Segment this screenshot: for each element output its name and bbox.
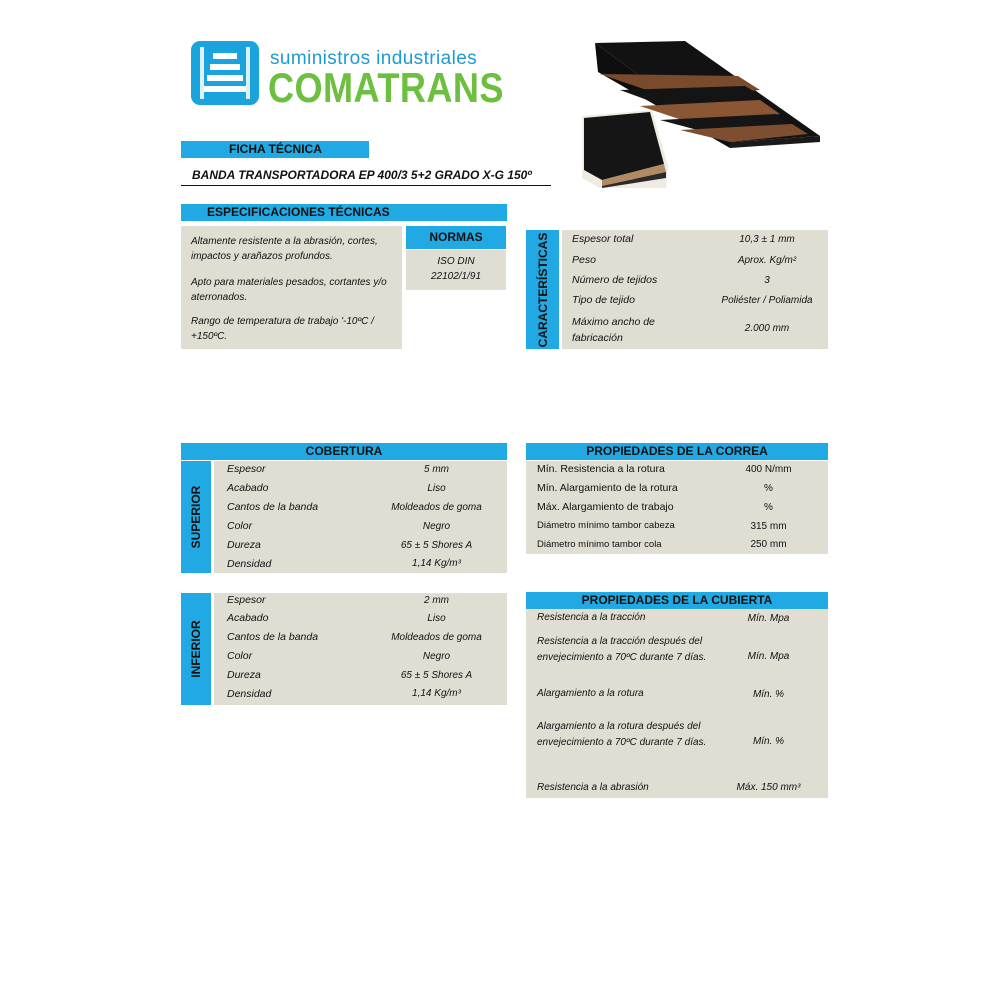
cobertura-header: COBERTURA (181, 443, 507, 460)
cob-label: Acabado (227, 482, 269, 494)
propiedades-cubierta-header: PROPIEDADES DE LA CUBIERTA (526, 592, 828, 609)
cubierta-value: Mín. Mpa (747, 651, 790, 662)
propiedades-correa-header: PROPIEDADES DE LA CORREA (526, 443, 828, 460)
cob-label: Espesor (227, 594, 266, 606)
caract-value: 2.000 mm (744, 323, 790, 334)
especificaciones-box (181, 226, 402, 349)
correa-value: 250 mm (750, 539, 787, 550)
cob-label: Color (227, 520, 253, 532)
correa-value: 400 N/mm (745, 464, 792, 475)
caract-value: Aprox. Kg/m² (737, 255, 797, 266)
caract-label: Número de tejidos (572, 274, 658, 286)
correa-label: Mín. Resistencia a la rotura (537, 463, 665, 475)
cob-value: 65 ± 5 Shores A (400, 670, 473, 681)
caract-label: Espesor total (572, 233, 634, 245)
title-underline (181, 185, 551, 186)
superior-box (214, 461, 507, 573)
cob-value: 1,14 Kg/m³ (412, 688, 461, 699)
especificacion-text: Apto para materiales pesados, cortantes y/o aterronados. (191, 277, 387, 303)
caracteristicas-sidebar (526, 230, 559, 349)
cob-label: Densidad (227, 558, 272, 570)
correa-label: Diámetro mínimo tambor cola (537, 539, 662, 550)
caracteristicas-label: CARACTERÍSTICAS (535, 232, 550, 347)
cubierta-value: Mín. Mpa (747, 613, 790, 624)
normas-line1: ISO DIN (437, 256, 475, 267)
cubierta-label: Alargamiento a la rotura después del envejecimiento a 70ºC durante 7 días. (537, 721, 707, 748)
inferior-sidebar (181, 593, 211, 705)
cob-label: Color (227, 650, 253, 662)
cob-value: 1,14 Kg/m³ (412, 558, 461, 569)
cob-value: Moldeados de goma (391, 632, 482, 643)
caract-label: Peso (572, 254, 596, 266)
propiedades-cubierta-box (526, 609, 828, 798)
cubierta-value: Mín. % (752, 689, 785, 700)
cubierta-label: Resistencia a la abrasión (537, 782, 649, 793)
inferior-label: INFERIOR (189, 620, 203, 678)
correa-value: 315 mm (750, 521, 787, 532)
cob-value: Moldeados de goma (391, 502, 482, 513)
cob-label: Dureza (227, 539, 261, 551)
propiedades-correa-box (526, 461, 828, 554)
cob-label: Cantos de la banda (227, 501, 319, 513)
correa-value: % (764, 483, 773, 494)
caract-label: Máximo ancho de fabricación (572, 316, 655, 344)
cob-label: Acabado (227, 612, 269, 624)
cob-value: 65 ± 5 Shores A (400, 540, 473, 551)
cubierta-value: Máx. 150 mm³ (736, 782, 801, 793)
cob-label: Cantos de la banda (227, 631, 319, 643)
correa-value: % (764, 502, 773, 513)
normas-header: NORMAS (406, 226, 506, 249)
logo-name: COMATRANS (268, 64, 504, 111)
caract-value: 10,3 ± 1 mm (739, 234, 795, 245)
cubierta-label: Resistencia a la tracción después del envejecimiento a 70ºC durante 7 días. (537, 636, 707, 663)
normas-box (406, 250, 506, 290)
correa-label: Máx. Alargamiento de trabajo (537, 501, 674, 513)
cob-value: Negro (422, 521, 451, 532)
correa-label: Diámetro mínimo tambor cabeza (537, 520, 675, 531)
ficha-tecnica-label: FICHA TÉCNICA (181, 141, 369, 158)
product-title: BANDA TRANSPORTADORA EP 400/3 5+2 GRADO X-G 150º (192, 168, 532, 182)
cubierta-label: Resistencia a la tracción (537, 612, 646, 623)
cob-value: 2 mm (424, 595, 449, 606)
inferior-box (214, 593, 507, 705)
caract-value: 3 (764, 275, 770, 286)
cubierta-label: Alargamiento a la rotura (537, 688, 644, 699)
superior-sidebar (181, 461, 211, 573)
especificaciones-header: ESPECIFICACIONES TÉCNICAS (181, 204, 507, 221)
cob-value: Liso (427, 483, 446, 494)
cob-label: Espesor (227, 463, 266, 475)
cob-value: Liso (427, 613, 446, 624)
logo-icon (191, 41, 259, 105)
cubierta-value: Mín. % (752, 736, 785, 747)
cob-value: Negro (422, 651, 451, 662)
superior-label: SUPERIOR (189, 485, 203, 549)
caracteristicas-box (562, 230, 828, 349)
cob-label: Dureza (227, 669, 261, 681)
conveyor-belt-image (580, 38, 830, 190)
logo-subtitle: suministros industriales (270, 48, 478, 69)
caract-value: Poliéster / Poliamida (721, 295, 813, 306)
cob-value: 5 mm (424, 464, 449, 475)
especificacion-text: Rango de temperatura de trabajo '-10ºC / +150ºC. (191, 316, 374, 342)
caract-label: Tipo de tejido (572, 294, 635, 306)
cob-label: Densidad (227, 688, 272, 700)
normas-line2: 22102/1/91 (430, 271, 482, 282)
correa-label: Mín. Alargamiento de la rotura (537, 482, 678, 494)
especificacion-text: Altamente resistente a la abrasión, cortes, impactos y arañazos profundos. (191, 236, 378, 262)
